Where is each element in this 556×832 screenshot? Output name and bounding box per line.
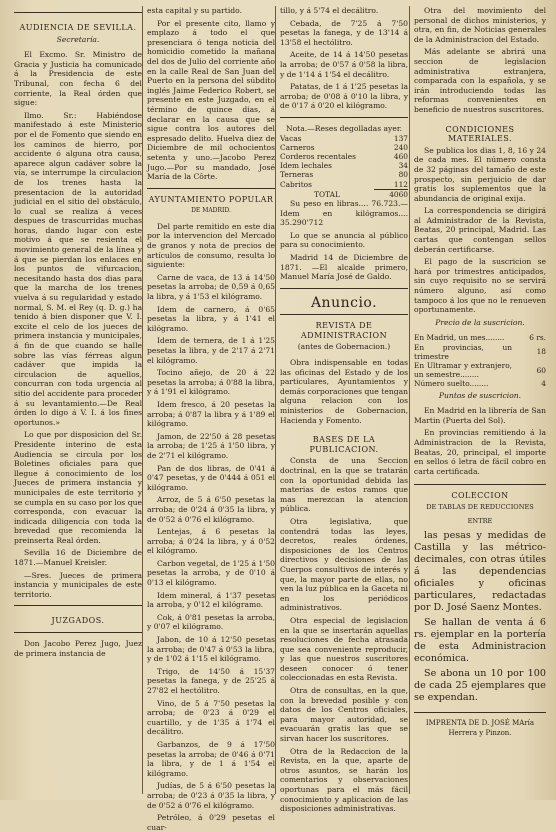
reses-name: Terneras — [280, 170, 314, 180]
paragraph: Por el presente cito, llamo y emplazo á todo el que presenciara ó tenga noticia del homicidio cometido la mañana del dos de Julio del corriente año en la calle Real de San Juan del Puerto en la persona del súbdito inglés Jaime Federico Robert, se presente en este Juzgado, en el término de quince dias, á declarar en la causa que se sigue contra los autores del espresado delito. Huelva diez de Diciembre de mil ochocientos setenta y uno.—Jacobo Perez Jugo.—Por su mandado, José María de la Côrte. — [147, 18, 275, 182]
column-divider — [275, 6, 276, 794]
rule — [280, 288, 408, 289]
reses-value: 240 — [393, 142, 408, 152]
price-item: tillo, y á 5'74 el decálitro. — [280, 6, 379, 15]
price-item: Vino, de 5 á 7'50 pesetas la arroba; de 0'23 á 0'29 el cuartillo, y de 1'35 á 1'74 el decálitro. — [147, 698, 275, 737]
total-value: 4060 — [389, 189, 408, 199]
paragraph: Obra indispensable en todas las oficinas del Estado y de los particulares, Ayuntamientos y demás corporaciones que tengan alguna relacion con los ministerios de Gobernacion, Hacienda y Fomento. — [280, 358, 408, 425]
reses-value: 137 — [393, 133, 408, 143]
reses-name: Carneros — [280, 142, 315, 152]
column-3 — [280, 6, 408, 814]
price-item: Tocino añejo, de 20 á 22 pesetas la arroba; á 0'88 la libra, y á 1'91 el kilógramo. — [147, 368, 275, 397]
rule — [414, 712, 546, 713]
price-item: Pan de dos libras, de 0'41 á 0'47 pesetas, y de 0'444 á 051 el kilógramo. — [147, 463, 275, 492]
paragraph: Otra legislativa, que contendrá todas las leyes, decretos, reales órdenes, disposiciones de los Centros directivos y decisiones de las Cuerpos consultivos de interés y que, la mayor parte de ellas, no ven la luz pública en la Gaceta ni en los periódicos administrativos. — [280, 516, 408, 613]
price-item: Carne de vaca, de 13 á 14'50 pesetas la arroba; de 0,59 á 0,65 la libra, y á 1'53 el kilógramo. — [147, 272, 275, 302]
paragraph: El Excmo. Sr. Ministro de Gracia y Justicia ha comunicado á la Presidencia de este Tribunal, con fecha 6 del corriente, la Real órden que sigue: — [14, 50, 142, 108]
column-divider — [142, 6, 143, 794]
column-divider — [409, 6, 410, 794]
anuncio-heading: Anuncio. — [310, 294, 378, 311]
paragraph: esta capital y su partido. — [147, 6, 242, 15]
price-item: Petróleo, á 0'29 pesetas el cuar- — [147, 813, 275, 832]
rule — [14, 605, 142, 606]
paragraph: En provincias remitiendo á la Administracion de la Revista, Beatas, 20, principal, el importe en sellos ó letra de fácil cobro en carta certificada. — [414, 428, 546, 476]
price-name: En Ultramar y extranjero, un semestre........ — [414, 361, 512, 380]
price-item: Cebada, de 7'25 á 7'50 pesetas la fanega, y de 13'14 á 13'58 el hectólitro. — [280, 18, 408, 47]
price-item: Lentejas, á 6 pesetas la arroba; á 0'24 la libra, y á 0'52 el kilógramo. — [147, 527, 275, 556]
paragraph: El pago de la suscricion se hará por trimestres anticipados, sin cuyo requisito no se servirá número alguno, así como tampoco á los que no le renueven oportunamente. — [414, 257, 546, 315]
paragraph: Se publica los dias 1, 8, 16 y 24 de cada mes. El número consta de 32 páginas del tamaño de este prospecto, sin perjuicio de dar gratis los suplementos que la abundancia de original exija. — [414, 145, 546, 203]
section-title: AYUNTAMIENTO POPULAR — [148, 194, 274, 204]
price-name: En Madrid, un mes........ — [414, 333, 505, 343]
section-title: REVISTA DE ADMINISTRACION — [300, 321, 388, 340]
paragraph: En Madrid en la librería de San Martin (Puerta del Sol). — [414, 406, 546, 425]
section-title: COLECCION — [451, 491, 509, 501]
price-item: Jamon, de 22'50 á 28 pesetas la arroba; de 1'25 á 1'50 libra, y de 2'71 el kilógramo. — [147, 431, 275, 460]
section-title: BASES DE LA PUBLICACION. — [309, 435, 379, 454]
rule — [14, 632, 142, 633]
rule — [14, 12, 142, 13]
table-row — [280, 161, 408, 170]
paragraph: Se hallan de venta á 6 rs. ejemplar en la portería de esta Administracion económica. — [414, 617, 546, 665]
signature: —Sres. Jueces de primera instancia y municipales de este territorio. — [14, 570, 142, 599]
imprint: IMPRENTA DE D. JOSÉ MAría Herrera y Pinzon. — [425, 719, 535, 737]
reses-value: 460 — [393, 151, 408, 161]
price-item: Idem de carnero, á 0'65 pesetas la libra, y á 1'41 el kilógramo. — [147, 304, 275, 333]
price-item: Idem fresco, á 20 pesetas la arroba; á 0'87 la libra y á 1'89 el kilógramo. — [147, 399, 275, 429]
section-title: CONDICIONES MATERIALES. — [445, 124, 515, 144]
price-item: Patatas, de 1 á 1'25 pesetas la arroba; de 0'08 á 0'10 la libra, y de 0'17 á 0'20 el kilógramo. — [280, 82, 408, 111]
rule — [147, 188, 275, 189]
total-label: TOTAL — [314, 189, 340, 199]
paragraph: Su peso en libras.... 76.723.— Idem en kilógramos.... 35.290'712 — [280, 198, 408, 228]
rule — [280, 314, 408, 315]
price-item: Arroz, de 5 á 6'50 pesetas la arroba; de 0'24 á 0'35 la libra, y de 0'52 á 0'76 el kilógramo. — [147, 495, 275, 524]
paragraph: Otra de consultas, en la que, con la brevedad posible y con datos de los Centros oficiales, para mayor autoridad, se evacuarán gratis las que se sirvan hacer los suscritores. — [280, 686, 408, 744]
rule — [280, 117, 408, 118]
table-row — [280, 143, 408, 152]
paragraph: Se abona un 10 por 100 de cada 25 ejemplares que se expendan. — [414, 668, 546, 704]
paragraph: Lo que por disposicion del Sr. Presidente interino de esta Audiencia se circula por los Boletines oficiales para que llegue á conocimiento de los Jueces de primera instancia y municipales de este territorio y se cumpla en su caso por los que corresponda, con evacuar la indicada diligencia con toda la brevedad que recomienda la preinserta Real órden. — [14, 430, 142, 545]
paragraph: Otra del movimiento del personal de dichos ministerios, y otra, en fin, de Noticias generales de la Administracion del Estado. — [414, 6, 546, 44]
reses-value: 112 — [374, 180, 408, 190]
price-item: Idem de ternera, de 1 á 1'25 pesetas la libra, y de 2'17 á 2'71 el kilógramo. — [147, 336, 275, 365]
price-item: Cok, á 0'81 pesetas la arroba, y 0'07 el kilógramo. — [147, 612, 275, 632]
table-row — [280, 170, 408, 179]
price-item: Aceite, de 14 á 14'50 pesetas la arroba; de 0'57 á 0'58 la libra, y de 1'14 á 1'54 el decálitro. — [280, 50, 408, 79]
paragraph: Don Jacobo Perez Jugo, Juez de primera instancia de — [14, 639, 142, 658]
column-2 — [147, 6, 275, 832]
price-name: Número suelto........ — [414, 379, 489, 389]
table-row — [414, 343, 546, 361]
reses-value: 34 — [398, 161, 408, 171]
section-subtitle: DE TABLAS DE REDUCCIONES — [426, 502, 534, 511]
rule — [414, 484, 546, 485]
price-item: Idem mineral, á 1'37 pesetas la arroba, y 0'12 el kilógramo. — [147, 590, 275, 610]
price-item: Carbon vegetal, de 1'25 á 1'50 pesetas la arroba, y de 0'10 á 0'13 el kilógramo. — [147, 558, 275, 588]
paragraph: Consta de una Seccion doctrinal, en la que se tratarán con la oportunidad debida las materias de estos ramos que mas merezcan la atencion pública. — [280, 456, 408, 514]
paragraph: La correspondencia se dirigirá al Administrador de la Revista, Beatas, 20 principal, Madrid. Las cartas que contengan sellos deberán certificarse. — [414, 206, 546, 254]
price-name: En provincias, un trimestre — [414, 342, 512, 361]
section-title: AUDIENCIA DE SEVILLA. — [19, 23, 137, 32]
section-subtitle: Secretaría. — [56, 34, 100, 44]
price-item: Garbanzos, de 9 á 17'50 pesetas la arroba; de 0'46 á 0'71 la libra, y de 1 á 1'54 el kilógramo. — [147, 739, 275, 778]
section-subtitle: (antes de Gobernacion.) — [297, 342, 391, 352]
paragraph: las pesas y medidas de Castilla y las métrico-decimales, con otras útiles á las dependencias oficiales y oficinas particulares, redactadas por D. José Saenz Montes. — [414, 530, 546, 614]
price-item: Jabon, de 10 á 12'50 pesetas la arroba; de 0'47 á 0'53 la libra, y de 1'02 á 1'15 el kilógramo. — [147, 635, 275, 664]
puntos-heading: Puntos de suscricion. — [438, 390, 522, 400]
section-title: JUZGADOS. — [51, 616, 105, 626]
price-value: 60 — [536, 365, 546, 375]
paragraph: Madrid 14 de Diciembre de 1871. —El alcalde primero, Manuel María José de Galdo. — [280, 252, 408, 282]
reses-name: Cabritos — [280, 179, 312, 189]
signature: Sevilla 16 de Diciembre de 1871.—Manuel Kreisler. — [14, 548, 142, 568]
table-row — [414, 333, 546, 342]
price-value: 18 — [536, 347, 546, 357]
price-value: 4 — [541, 379, 546, 389]
table-row — [280, 180, 408, 190]
price-table — [414, 333, 546, 388]
column-4 — [414, 6, 546, 796]
paragraph: Del parte remitido en este dia por la intervencion del Mercado de granos y nota de precios de artículos de consumo, resulta lo siguiente: — [147, 221, 275, 270]
precio-heading: Precio de la suscricion. — [435, 317, 525, 327]
paragraph: Lo que se anuncia al público para su conocimiento. — [280, 230, 408, 250]
paragraph: Más adelante se abrirá una seccion de legislacion administrativa extranjera, comparada con la española, y se irán introduciendo todas las reformas convenientes en beneficio de nuestros suscritores. — [414, 47, 546, 114]
paragraph: Otra especial de legislacion en la que se insertarán aquellas resoluciones de fecha atrasada que sea conveniente reproducir, y las que nuestros suscritores deseen conocer ó tener coleccionadas en esta Revista. — [280, 615, 408, 683]
table-row — [280, 134, 408, 143]
reses-name: Vacas — [280, 133, 302, 143]
reses-name: Corderos recentales — [280, 151, 356, 161]
table-row — [414, 361, 546, 379]
reses-table — [280, 134, 408, 199]
price-item: Judías, de 5 á 6'50 pesetas la arroba; de 0'23 á 0'35 la libra, y de 0'52 á 0'76 el kilógramo. — [147, 781, 275, 810]
paragraph: Ilmo. Sr.: Habiéndose manifestado á este Ministerio por el de Fomento que siendo en los caminos de hierro, por accidente ó alguna otra causa, aparece algun cadáver sobre la vía, se interrumpe la circulacion de los trenes hasta la presentacion de la autoridad judicial en el sitio del obstáculo, lo cual se realiza á veces despues de trascurridas muchas horas, dando lugar con este motivo á que se resienta el movimiento general de la línea y á que se pierdan los enlaces en los puntos de vifurcacion, necesitando hasta dos dias para que la marcha de los trenes vuelva á su regularidad y estado normal, S. M. el Rey (q. D. g.) ha tenido á bien disponer que V. I. excite el celo de los jueces de primera instancia y municipales, á fin de que cuando se halle sobre las vías férreas algun cadáver que impida la circulacion de aquellos, concurran con toda urgencia al sitio del accidente para proceder á su levantamiento.—De Real órden lo digo á V. I. á los fines oportunos.» — [14, 110, 142, 427]
price-item: Trigo, de 14'50 á 15'37 pesetas la fanega, y de 25'25 á 27'82 el hectólitro. — [147, 666, 275, 695]
nota-title: Nota.—Reses degolladas ayer. — [285, 123, 403, 133]
column-1 — [14, 6, 142, 796]
table-row — [280, 189, 408, 199]
reses-name: Idem lechales — [280, 161, 332, 171]
price-value: 6 rs. — [529, 333, 546, 343]
paragraph: Otra de la Redaccion de la Revista, en la que, aparte de otros asuntos, se harán los comentarios y observaciones oportunas para el más fácil conocimiento y aplicacion de las disposiciones administrativas. — [280, 746, 408, 814]
section-subtitle: ENTRE — [467, 516, 493, 525]
table-row — [280, 152, 408, 161]
reses-value: 80 — [398, 170, 408, 180]
table-row — [414, 379, 546, 388]
section-subtitle: DE MADRID. — [191, 207, 231, 215]
